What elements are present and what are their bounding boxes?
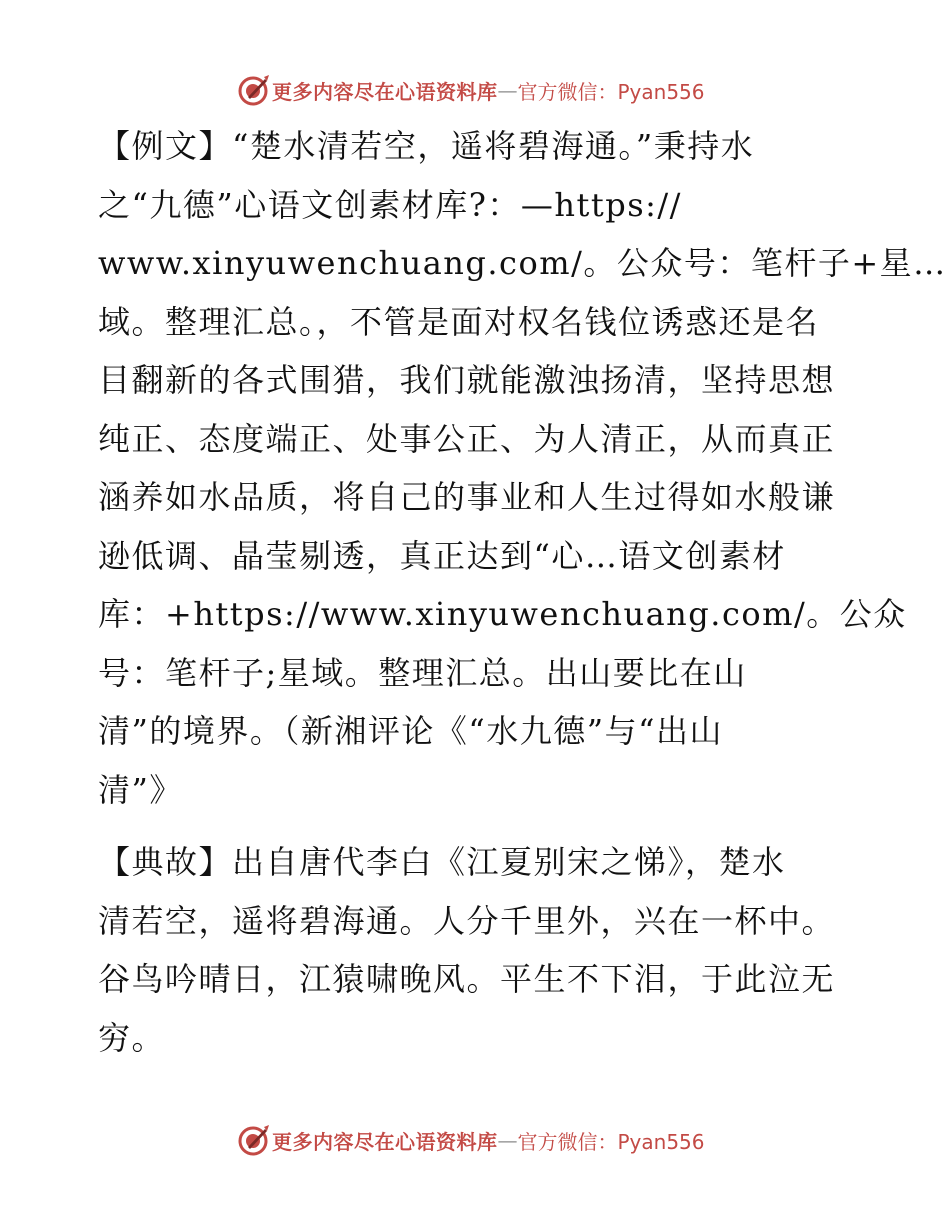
allusion-paragraph (98, 833, 858, 1067)
banner-contact: 官方微信：Pyan556 (517, 1129, 705, 1154)
pen-logo-icon (236, 73, 270, 107)
text-line: 号：笔杆子;星域。整理汇总。出山要比在山 (98, 653, 747, 692)
banner-separator: — (497, 1128, 518, 1152)
text-line: 清若空，遥将碧海通。人分千里外，兴在一杯中。 (98, 901, 836, 940)
text-line: 库：+https://www.xinyuwenchuang.com/。公众 (98, 595, 907, 633)
text-line: 目翻新的各式围猎，我们就能激浊扬清，坚持思想 (98, 361, 836, 399)
banner-separator: — (497, 78, 518, 102)
footer-banner (0, 1120, 950, 1160)
header-banner (0, 70, 950, 110)
text-line: 之“九德”心语文创素材库?：—https:// (98, 185, 682, 224)
text-line: 穷。 (98, 1018, 166, 1057)
text-line: 谷鸟吟晴日，江猿啸晚风。平生不下泪，于此泣无 (98, 960, 836, 998)
text-line: 逊低调、晶莹剔透，真正达到“心…语文创素材 (98, 536, 786, 575)
banner-title: 更多内容尽在心语资料库 (272, 79, 498, 104)
text-line: 域。整理汇总。，不管是面对权名钱位诱惑还是名 (98, 302, 820, 341)
text-line: 纯正、态度端正、处事公正、为人清正，从而真正 (98, 419, 836, 458)
text-line: 【典故】出自唐代李白《江夏别宋之悌》，楚水 (98, 843, 786, 881)
pen-logo-icon (236, 1123, 270, 1157)
text-line: 清”的境界。（新湘评论《“水九德”与“出山 (98, 712, 723, 750)
example-paragraph (98, 117, 947, 819)
text-line: 涵养如水品质，将自己的事业和人生过得如水般谦 (98, 478, 836, 516)
text-line: 【例文】“楚水清若空，遥将碧海通。”秉持水 (98, 127, 755, 165)
text-line: www.xinyuwenchuang.com/。公众号：笔杆子+星… (98, 244, 947, 282)
banner-contact: 官方微信：Pyan556 (517, 79, 705, 104)
banner-title: 更多内容尽在心语资料库 (272, 1129, 498, 1154)
text-line: 清”》 (98, 770, 183, 809)
